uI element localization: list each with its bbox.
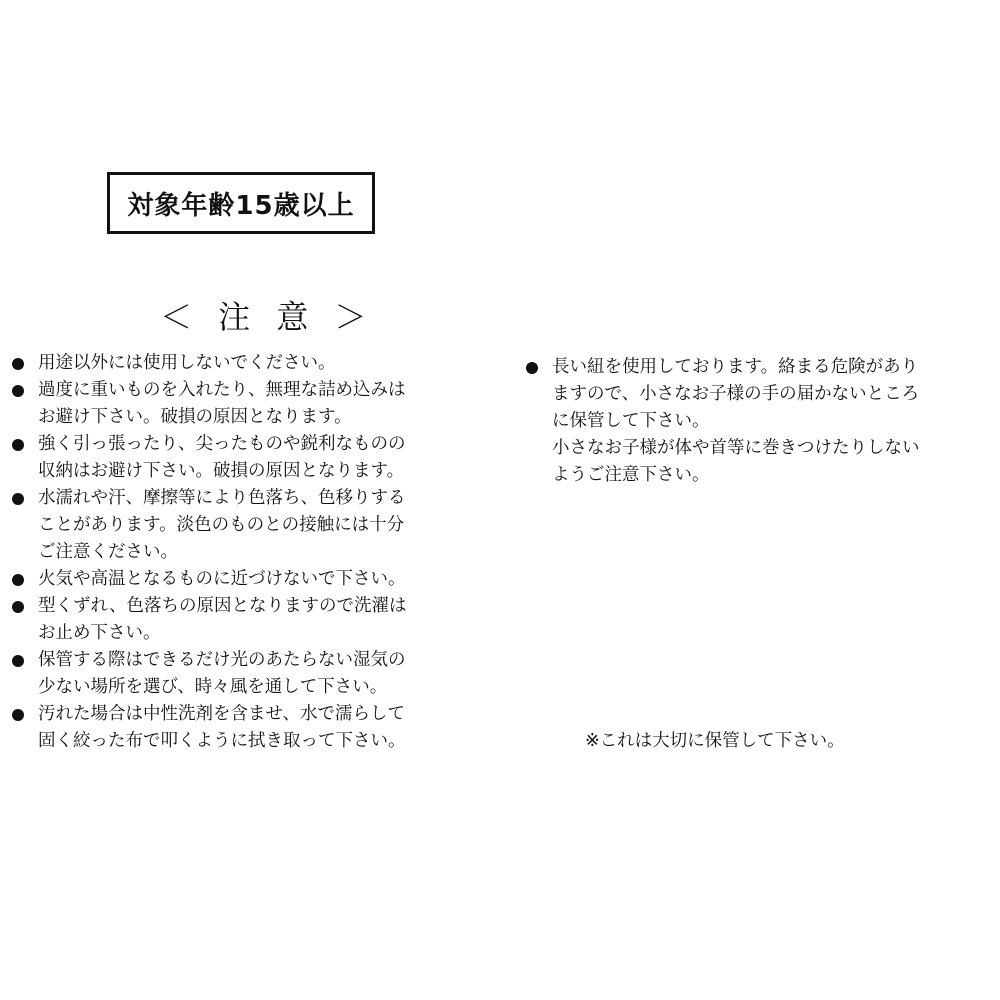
caution-text-line: 長い紐を使用しております。絡まる危険があり bbox=[552, 357, 919, 377]
caution-text-line: 固く絞った布で叩くように拭き取って下さい。 bbox=[38, 731, 406, 751]
caution-text-line: ことがあります。淡色のものとの接触には十分 bbox=[38, 515, 405, 535]
caution-item bbox=[8, 566, 488, 593]
caution-text-line: 汚れた場合は中性洗剤を含ませ、水で濡らして bbox=[38, 704, 405, 724]
caution-text-line: ようご注意下さい。 bbox=[552, 465, 710, 485]
age-rating-box bbox=[107, 172, 375, 234]
caution-text-line: 用途以外には使用しないでください。 bbox=[38, 353, 336, 373]
bullet-icon bbox=[12, 574, 24, 586]
storage-footnote: ※これは大切に保管して下さい。 bbox=[585, 731, 845, 751]
caution-text-line: 型くずれ、色落ちの原因となりますので洗濯は bbox=[38, 596, 407, 616]
caution-text-line: 収納はお避け下さい。破損の原因となります。 bbox=[38, 461, 405, 481]
bullet-icon bbox=[526, 362, 538, 374]
bullet-icon bbox=[12, 358, 24, 370]
bullet-icon bbox=[12, 601, 24, 613]
caution-list-left bbox=[8, 350, 488, 755]
caution-item bbox=[8, 431, 488, 485]
caution-item bbox=[8, 377, 488, 431]
caution-item bbox=[8, 647, 488, 701]
caution-item bbox=[8, 701, 488, 755]
caution-item bbox=[8, 485, 488, 566]
caution-text-line: 火気や高温となるものに近づけないで下さい。 bbox=[38, 569, 406, 589]
bullet-icon bbox=[12, 493, 24, 505]
bullet-icon bbox=[12, 385, 24, 397]
caution-text-line: 過度に重いものを入れたり、無理な詰め込みは bbox=[38, 380, 406, 400]
caution-text-line: ますので、小さなお子様の手の届かないところ bbox=[552, 384, 920, 404]
caution-text-line: 保管する際はできるだけ光のあたらない湿気の bbox=[38, 650, 406, 670]
caution-heading: ＜ 注 意 ＞ bbox=[160, 298, 375, 336]
caution-text-line: 水濡れや汗、摩擦等により色落ち、色移りする bbox=[38, 488, 406, 508]
caution-item bbox=[8, 350, 488, 377]
caution-item bbox=[8, 593, 488, 647]
caution-text-line: お止め下さい。 bbox=[38, 623, 161, 643]
caution-item bbox=[522, 354, 992, 489]
caution-text-line: に保管して下さい。 bbox=[552, 411, 710, 431]
caution-text-line: 少ない場所を選び、時々風を通して下さい。 bbox=[38, 677, 388, 697]
bullet-icon bbox=[12, 655, 24, 667]
caution-text-line: ご注意ください。 bbox=[38, 542, 178, 562]
age-rating-label: 対象年齢15歳以上 bbox=[127, 190, 355, 221]
caution-list-right bbox=[522, 354, 992, 489]
caution-text-line: 小さなお子様が体や首等に巻きつけたりしない bbox=[552, 438, 920, 458]
caution-text-line: お避け下さい。破損の原因となります。 bbox=[38, 407, 352, 427]
caution-text-line: 強く引っ張ったり、尖ったものや鋭利なものの bbox=[38, 434, 406, 454]
bullet-icon bbox=[12, 439, 24, 451]
bullet-icon bbox=[12, 709, 24, 721]
